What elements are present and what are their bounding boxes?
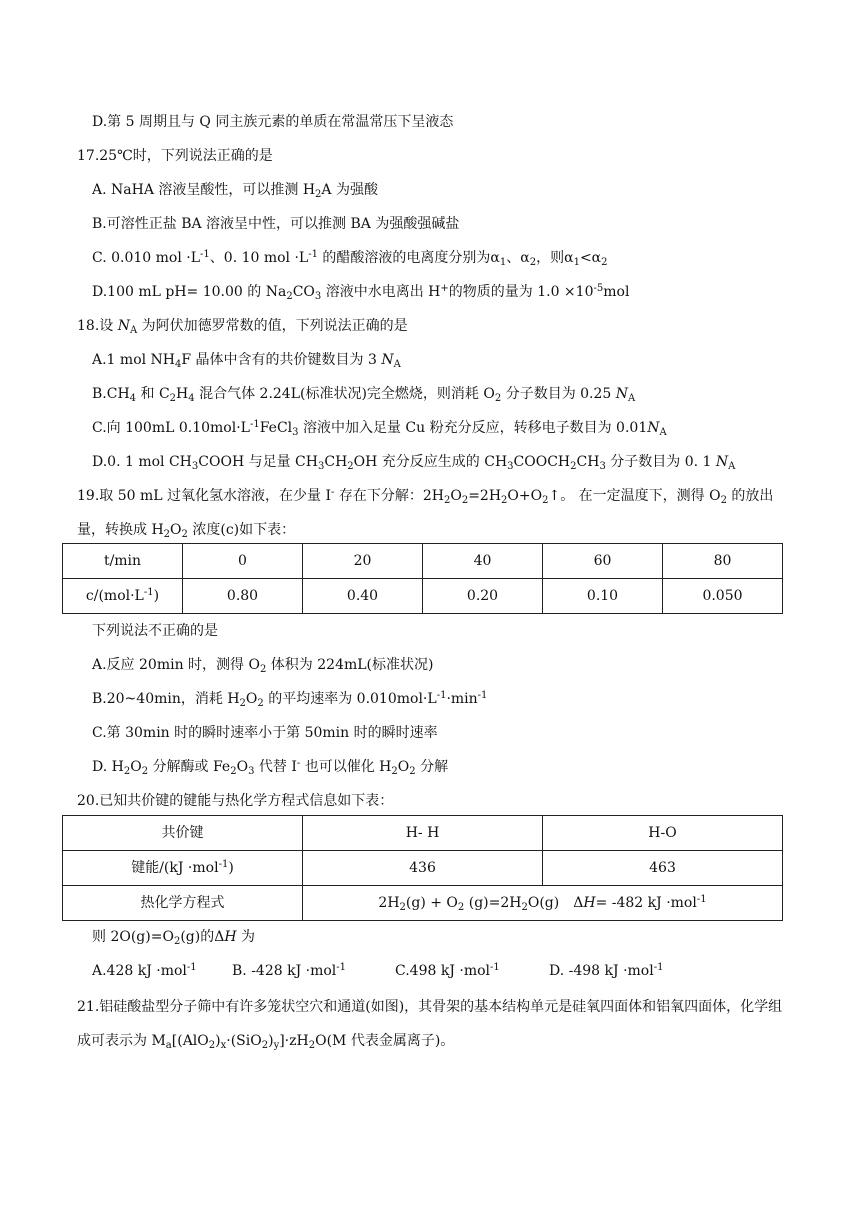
equation-cell xyxy=(303,886,783,921)
equation-text: Δ xyxy=(573,895,584,911)
table-row xyxy=(63,851,783,886)
subscript: 2 xyxy=(461,495,469,506)
q20-prompt-text: (g)的Δ xyxy=(180,929,225,945)
subscript: 2 xyxy=(261,1040,269,1051)
q19-option-b xyxy=(92,690,488,709)
q21-stem-text: ·(SiO xyxy=(226,1033,262,1049)
q17-d-text: 的物质的量为 1.0 ×10 xyxy=(448,284,594,300)
superscript: -1 xyxy=(200,249,210,260)
subscript: A xyxy=(628,393,636,404)
subscript: 2 xyxy=(601,257,608,268)
row-label-text: c/(mol·L xyxy=(85,588,144,604)
superscript: -1 xyxy=(696,894,707,905)
q17-c-text: ，则α xyxy=(536,250,574,266)
avogadro-symbol: N xyxy=(715,454,729,470)
q19-option-c xyxy=(92,726,438,740)
subscript: 2 xyxy=(163,529,171,540)
subscript: 3 xyxy=(191,461,199,472)
q17-a-text: A. NaHA 溶液呈酸性，可以推测 H xyxy=(92,182,316,198)
superscript: -1 xyxy=(436,690,447,701)
q17-c-text: <α xyxy=(579,250,602,266)
subscript: 2 xyxy=(286,291,293,302)
subscript: 2 xyxy=(409,766,416,777)
q19-stem-text: 浓度(c)如下表： xyxy=(187,522,296,538)
q18-c-text: C.向 100mL 0.10mol·L xyxy=(92,420,250,436)
subscript: 2 xyxy=(308,1040,316,1051)
q19-b-text: 的平均速率为 0.010mol·L xyxy=(263,691,437,707)
subscript: 2 xyxy=(720,495,727,506)
q19-option-d xyxy=(92,758,449,777)
concentration-cell: 0.20 xyxy=(423,579,543,614)
q18-b-text: H xyxy=(176,386,189,402)
time-cell: 0 xyxy=(183,544,303,579)
q21-stem-text: ]·zH xyxy=(279,1033,309,1049)
superscript: -5 xyxy=(593,283,604,294)
q19-d-text: 也可以催化 H xyxy=(300,759,392,775)
q20-option-d-text: D. -498 kJ ·mol xyxy=(549,963,654,979)
q20-prompt-text: 为 xyxy=(236,929,255,945)
time-cell: 60 xyxy=(543,544,663,579)
q19-concentration-table xyxy=(62,543,783,614)
subscript: 2 xyxy=(230,766,237,777)
subscript: 1 xyxy=(573,257,580,268)
subscript: 2 xyxy=(521,902,528,913)
q19-d-text: O xyxy=(236,759,249,775)
q19-prompt-text: 下列说法不正确的是 xyxy=(92,623,218,639)
q18-d-text: COOH 与足量 CH xyxy=(198,454,318,470)
subscript: 2 xyxy=(169,393,177,404)
concentration-cell: 0.10 xyxy=(543,579,663,614)
q19-b-text: ·min xyxy=(446,691,478,707)
q18-b-text: 分子数目为 0.25 xyxy=(501,386,616,402)
enthalpy-symbol: H xyxy=(583,895,596,911)
q19-stem-text: ↑。 在一定温度下，测得 O xyxy=(548,488,721,504)
table-row-label: 热化学方程式 xyxy=(63,886,303,921)
subscript: 3 xyxy=(317,461,325,472)
subscript: 2 xyxy=(529,257,537,268)
subscript: 2 xyxy=(443,495,451,506)
subscript: 2 xyxy=(315,189,322,200)
superscript: -1 xyxy=(490,962,500,973)
q20-option-c-text: C.498 kJ ·mol xyxy=(395,963,491,979)
row-label-text: ) xyxy=(228,860,234,876)
subscript: 2 xyxy=(141,766,149,777)
superscript: - xyxy=(296,758,301,769)
q19-stem-text: O xyxy=(450,488,462,504)
q19-d-text: O xyxy=(130,759,142,775)
subscript: a xyxy=(165,1040,172,1051)
subscript: A xyxy=(728,461,736,472)
q20-option-a-text: A.428 kJ ·mol xyxy=(92,963,187,979)
table-row xyxy=(63,886,783,921)
q19-a-text: 体积为 224mL(标准状况) xyxy=(266,657,434,673)
equation-text: (g) + O xyxy=(405,895,458,911)
q18-option-d xyxy=(92,454,736,472)
q20-option-c xyxy=(395,964,500,978)
q18-d-text: COOCH xyxy=(513,454,571,470)
q19-d-text: 代替 I xyxy=(254,759,297,775)
q17-stem xyxy=(77,149,273,163)
q18-option-c xyxy=(92,419,667,438)
q17-option-b-text: B.可溶性正盐 BA 溶液呈中性，可以推测 BA 为强酸强碱盐 xyxy=(92,216,460,232)
superscript: -1 xyxy=(186,962,197,973)
q21-stem-text: [(AlO xyxy=(171,1033,209,1049)
q21-stem-text: 21.铝硅酸盐型分子筛中有许多笼状空穴和通道(如图)，其骨架的基本结构单元是硅氧四面体和铝氧四面体，化学组成可表示为 M xyxy=(77,999,783,1049)
subscript: A xyxy=(129,325,138,336)
q19-stem-text: 的放出量，转换成 H xyxy=(77,488,774,538)
subscript: 2 xyxy=(239,698,246,709)
q18-stem xyxy=(77,318,408,336)
table-row xyxy=(63,579,783,614)
energy-cell: 463 xyxy=(543,851,783,886)
q18-d-text: CH xyxy=(576,454,600,470)
superscript: -1 xyxy=(336,962,347,973)
subscript: x xyxy=(220,1040,227,1051)
subscript: 2 xyxy=(391,766,398,777)
superscript: -1 xyxy=(143,587,154,598)
q20-prompt-text: 则 2O(g)=O xyxy=(92,929,174,945)
subscript: 2 xyxy=(399,902,406,913)
subscript: 2 xyxy=(257,698,264,709)
q18-option-a xyxy=(92,352,401,370)
q18-stem-text: 为阿伏加德罗常数的值，下列说法正确的是 xyxy=(137,318,408,334)
subscript: 3 xyxy=(248,766,255,777)
q17-a-text: A 为强酸 xyxy=(321,182,378,198)
concentration-cell: 0.050 xyxy=(663,579,783,614)
subscript: 4 xyxy=(129,393,137,404)
subscript: 2 xyxy=(542,495,549,506)
equation-text: (g)=2H xyxy=(464,895,522,911)
equation-text: 2H xyxy=(378,895,400,911)
q20-prompt xyxy=(92,929,255,947)
subscript: 2 xyxy=(347,461,354,472)
subscript: A xyxy=(659,427,667,438)
q19-option-c-text: C.第 30min 时的瞬时速率小于第 50min 时的瞬时速率 xyxy=(92,725,438,741)
q20-option-a xyxy=(92,964,197,978)
subscript: 2 xyxy=(494,393,502,404)
subscript: 3 xyxy=(292,427,299,438)
table-row-label: t/min xyxy=(63,544,183,579)
superscript: -1 xyxy=(249,419,260,430)
q18-d-text: 分子数目为 0. 1 xyxy=(605,454,716,470)
subscript: 2 xyxy=(123,766,131,777)
subscript: 2 xyxy=(173,936,181,947)
q17-option-a xyxy=(92,182,378,200)
subscript: 4 xyxy=(175,359,182,370)
q21-stem-text: O(M 代表金属离子)。 xyxy=(315,1033,455,1049)
superscript: - xyxy=(330,487,335,498)
subscript: A xyxy=(393,359,401,370)
q20-option-b-text: B. -428 kJ ·mol xyxy=(232,963,337,979)
q17-option-b xyxy=(92,217,459,231)
bond-cell: H- H xyxy=(303,816,543,851)
superscript: + xyxy=(440,283,449,294)
subscript: y xyxy=(273,1040,280,1051)
subscript: 2 xyxy=(259,664,267,675)
q19-stem-text: 19.取 50 mL 过氧化氢水溶液，在少量 I xyxy=(77,488,331,504)
q18-b-text: 和 C xyxy=(136,386,170,402)
q19-stem-text: 存在下分解：2H xyxy=(334,488,444,504)
q19-b-text: O xyxy=(245,691,258,707)
avogadro-symbol: N xyxy=(615,386,629,402)
q18-c-text: FeCl xyxy=(259,420,293,436)
q19-option-a xyxy=(92,657,434,675)
subscript: 2 xyxy=(501,495,508,506)
q18-b-text: B.CH xyxy=(92,386,130,402)
table-row-label xyxy=(63,579,183,614)
concentration-cell: 0.40 xyxy=(303,579,423,614)
q21-stem-text: ) xyxy=(215,1033,221,1049)
avogadro-symbol: N xyxy=(647,420,660,436)
q21-stem-text: ) xyxy=(268,1033,274,1049)
avogadro-symbol: N xyxy=(117,318,130,334)
q20-stem xyxy=(77,794,393,808)
q19-d-text: 分解 xyxy=(415,759,449,775)
q17-d-text: mol xyxy=(603,284,630,300)
time-cell: 40 xyxy=(423,544,543,579)
row-label-text: 键能/(kJ ·mol xyxy=(131,860,219,876)
superscript: -1 xyxy=(308,249,318,260)
q17-d-text: 溶液中水电离出 H xyxy=(321,284,441,300)
q19-stem-text: O+O xyxy=(507,488,543,504)
q19-d-text: 分解酶或 Fe xyxy=(148,759,231,775)
subscript: 2 xyxy=(570,461,577,472)
q18-d-text: OH 充分反应生成的 CH xyxy=(353,454,508,470)
time-cell: 20 xyxy=(303,544,423,579)
subscript: 2 xyxy=(208,1040,216,1051)
concentration-cell: 0.80 xyxy=(183,579,303,614)
subscript: 3 xyxy=(599,461,606,472)
q18-a-text: F 晶体中含有的共价键数目为 3 xyxy=(181,352,382,368)
q20-option-d xyxy=(549,964,663,978)
superscript: -1 xyxy=(477,690,488,701)
equation-text: = -482 kJ ·mol xyxy=(595,895,697,911)
bond-cell: H-O xyxy=(543,816,783,851)
q17-c-text: C. 0.010 mol ·L xyxy=(92,250,201,266)
q18-a-text: A.1 mol NH xyxy=(92,352,176,368)
q17-c-text: 的醋酸溶液的电离度分别为α xyxy=(317,250,500,266)
energy-cell: 436 xyxy=(303,851,543,886)
q19-d-text: O xyxy=(397,759,410,775)
q19-b-text: B.20~40min，消耗 H xyxy=(92,691,240,707)
subscript: 2 xyxy=(457,902,465,913)
subscript: 1 xyxy=(499,257,507,268)
avogadro-symbol: N xyxy=(381,352,394,368)
table-row-label xyxy=(63,851,303,886)
q18-d-text: D.0. 1 mol CH xyxy=(92,454,192,470)
subscript: 3 xyxy=(507,461,514,472)
subscript: 2 xyxy=(181,529,188,540)
q19-stem xyxy=(77,479,783,547)
table-row xyxy=(63,816,783,851)
q20-bond-energy-table xyxy=(62,815,783,921)
q17-d-text: CO xyxy=(292,284,315,300)
time-cell: 80 xyxy=(663,544,783,579)
q18-d-text: CH xyxy=(324,454,348,470)
q18-b-text: 混合气体 2.24L(标准状况)完全燃烧，则消耗 O xyxy=(194,386,495,402)
subscript: 4 xyxy=(188,393,195,404)
q16-option-d xyxy=(92,115,453,129)
q19-stem-text: =2H xyxy=(468,488,502,504)
q19-d-text: D. H xyxy=(92,759,124,775)
row-label-text: ) xyxy=(153,588,160,604)
q17-c-text: 、0. 10 mol ·L xyxy=(209,250,309,266)
q18-stem-text: 18.设 xyxy=(77,318,118,334)
equation-text: O(g) xyxy=(527,895,560,911)
q17-option-d xyxy=(92,283,630,302)
enthalpy-symbol: H xyxy=(224,929,237,945)
q17-option-c xyxy=(92,249,608,268)
q20-stem-text: 20.已知共价键的键能与热化学方程式信息如下表： xyxy=(77,793,394,809)
q17-d-text: D.100 mL pH= 10.00 的 Na xyxy=(92,284,287,300)
q17-stem-text: 17.25℃时，下列说法正确的是 xyxy=(77,148,273,164)
q17-c-text: 、α xyxy=(506,250,530,266)
q18-c-text: 溶液中加入足量 Cu 粉充分反应，转移电子数目为 0.01 xyxy=(298,420,648,436)
superscript: -1 xyxy=(218,859,229,870)
q20-option-b xyxy=(232,964,346,978)
q19-a-text: A.反应 20min 时，测得 O xyxy=(92,657,260,673)
q16-option-d-text: D.第 5 周期且与 Q 同主族元素的单质在常温常压下呈液态 xyxy=(92,114,454,130)
q18-option-b xyxy=(92,386,636,404)
table-row xyxy=(63,544,783,579)
superscript: -1 xyxy=(653,962,664,973)
subscript: 3 xyxy=(314,291,322,302)
q19-prompt xyxy=(92,624,218,638)
q21-stem xyxy=(77,990,787,1058)
table-row-label: 共价键 xyxy=(63,816,303,851)
q19-stem-text: O xyxy=(170,522,182,538)
